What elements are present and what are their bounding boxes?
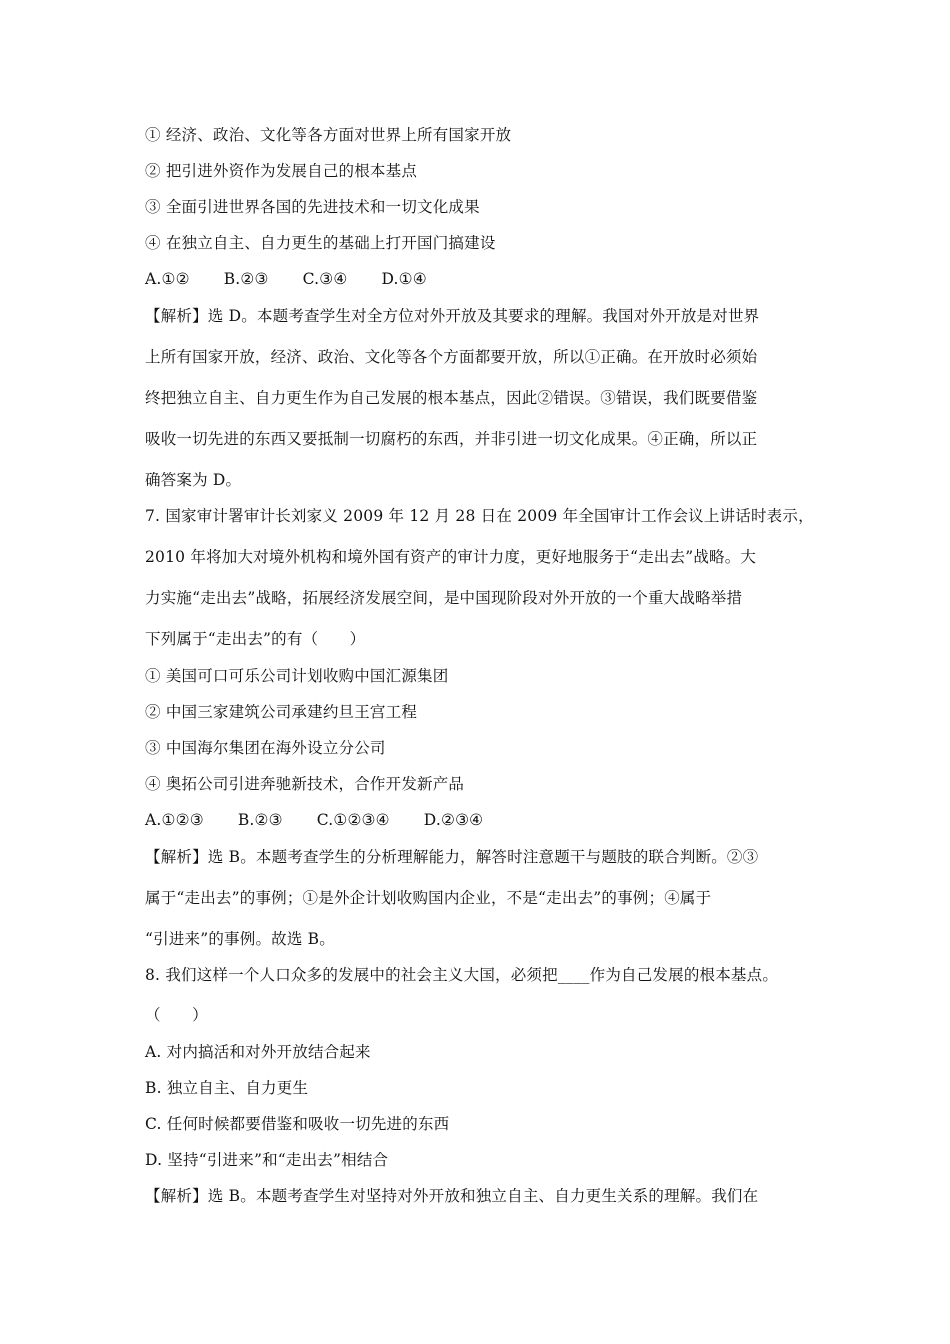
q7-option-b: B.②③ xyxy=(237,811,283,829)
q6-analysis-line-3: 终把独立自主、自力更生作为自己发展的根本基点，因此②错误。③错误，我们既要借鉴 xyxy=(145,389,758,407)
q8-option-c: C. 任何时候都要借鉴和吸收一切先进的东西 xyxy=(145,1115,450,1133)
q7-stem-line-1: 7. 国家审计署审计长刘家义 2009 年 12 月 28 日在 2009 年全国审计工作会议上讲话时表示， xyxy=(145,507,814,525)
q6-analysis-line-1: 【解析】选 D。本题考查学生对全方位对外开放及其要求的理解。我国对外开放是对世界 xyxy=(145,307,760,325)
q7-stem-line-3: 力实施“走出去”战略，拓展经济发展空间，是中国现阶段对外开放的一个重大战略举措 xyxy=(145,589,743,607)
q7-analysis-line-2: 属于“走出去”的事例；①是外企计划收购国内企业，不是“走出去”的事例；④属于 xyxy=(145,889,712,907)
q8-option-b: B. 独立自主、自力更生 xyxy=(145,1079,309,1097)
q7-item-2: ② 中国三家建筑公司承建约旦王宫工程 xyxy=(145,703,418,721)
q6-item-4: ④ 在独立自主、自力更生的基础上打开国门搞建设 xyxy=(145,234,496,252)
q8-analysis-line-1: 【解析】选 B。本题考查学生对坚持对外开放和独立自主、自力更生关系的理解。我们在 xyxy=(145,1187,759,1205)
q7-item-4: ④ 奥拓公司引进奔驰新技术，合作开发新产品 xyxy=(145,775,465,793)
q6-analysis-line-5: 确答案为 D。 xyxy=(145,471,242,489)
q7-option-d: D.②③④ xyxy=(423,811,484,829)
q7-analysis-line-1: 【解析】选 B。本题考查学生的分析理解能力，解答时注意题干与题肢的联合判断。②③ xyxy=(145,848,759,866)
q7-options xyxy=(145,809,835,831)
q6-item-2: ② 把引进外资作为发展自己的根本基点 xyxy=(145,162,418,180)
q7-option-c: C.①②③④ xyxy=(316,811,390,829)
q7-stem-line-4: 下列属于“走出去”的有（ ） xyxy=(145,630,366,648)
q6-analysis-line-4: 吸收一切先进的东西又要抵制一切腐朽的东西，并非引进一切文化成果。④正确，所以正 xyxy=(145,430,758,448)
q6-item-3: ③ 全面引进世界各国的先进技术和一切文化成果 xyxy=(145,198,480,216)
q6-options xyxy=(145,268,835,290)
q6-option-c: C.③④ xyxy=(302,270,348,288)
q6-option-a: A.①② xyxy=(145,270,190,288)
q6-option-b: B.②③ xyxy=(223,270,269,288)
q7-item-3: ③ 中国海尔集团在海外设立分公司 xyxy=(145,739,386,757)
q8-stem-line-2: （ ） xyxy=(145,1006,208,1024)
q8-option-d: D. 坚持“引进来”和“走出去”相结合 xyxy=(145,1151,389,1169)
q8-stem-line-1: 8. 我们这样一个人口众多的发展中的社会主义大国，必须把____作为自己发展的根本基点。 xyxy=(145,966,779,984)
q8-option-a: A. 对内搞活和对外开放结合起来 xyxy=(145,1043,371,1061)
q7-stem-line-2: 2010 年将加大对境外机构和境外国有资产的审计力度，更好地服务于“走出去”战略。大 xyxy=(145,548,757,566)
q7-analysis-line-3: “引进来”的事例。故选 B。 xyxy=(145,930,335,948)
q6-item-1: ① 经济、政治、文化等各方面对世界上所有国家开放 xyxy=(145,126,512,144)
q7-item-1: ① 美国可口可乐公司计划收购中国汇源集团 xyxy=(145,667,449,685)
q6-analysis-line-2: 上所有国家开放，经济、政治、文化等各个方面都要开放，所以①正确。在开放时必须始 xyxy=(145,348,758,366)
q7-option-a: A.①②③ xyxy=(145,811,204,829)
q6-option-d: D.①④ xyxy=(381,270,427,288)
